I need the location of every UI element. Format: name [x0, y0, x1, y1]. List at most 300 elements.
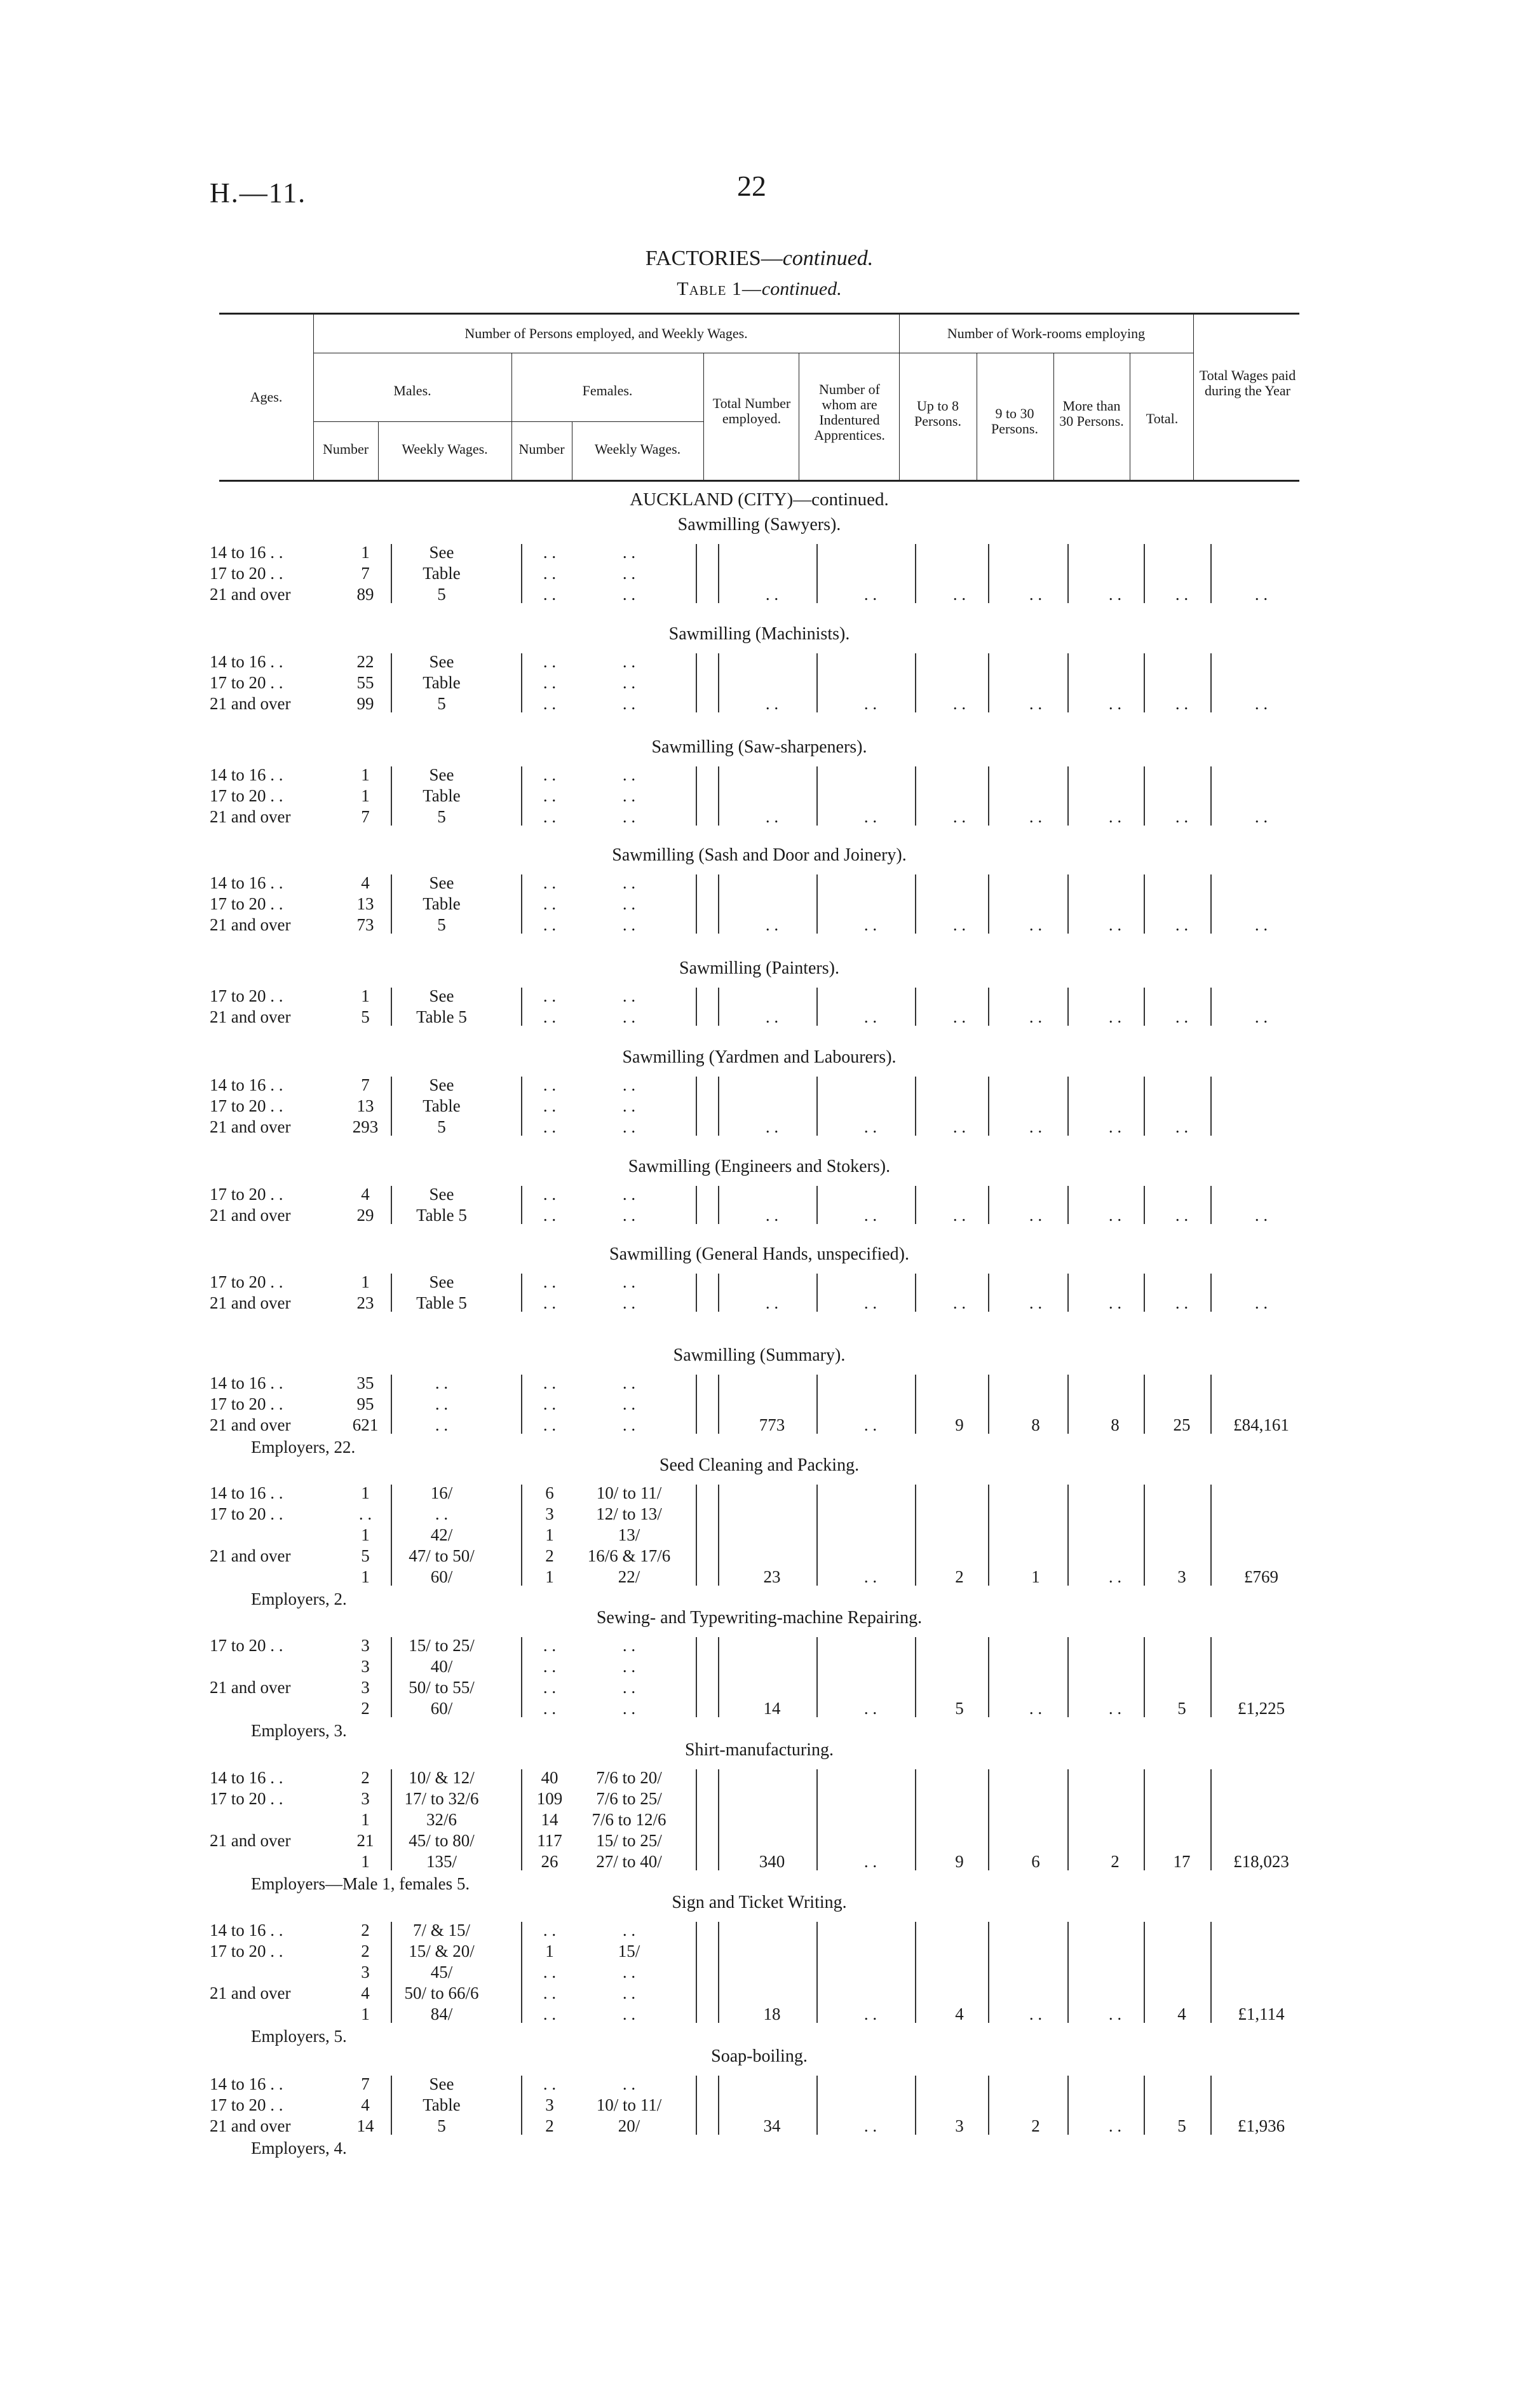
cell-m30: . . — [1108, 1699, 1122, 1718]
cell-n30: 8 — [1031, 1415, 1040, 1434]
cell-mw: 40/ — [430, 1657, 453, 1676]
cell-mw: 84/ — [430, 2004, 453, 2024]
cell-wt: . . — [1175, 1117, 1189, 1136]
column-rule — [391, 1769, 392, 1870]
column-rule — [718, 544, 719, 603]
column-rule — [988, 1186, 989, 1224]
cell-mn: 1 — [361, 1852, 370, 1871]
column-rule — [1144, 1769, 1145, 1870]
cell-m30: 8 — [1111, 1415, 1120, 1434]
cell-fn: . . — [543, 1699, 557, 1718]
cell-fw: 15/ to 25/ — [596, 1831, 662, 1850]
column-rule — [988, 1375, 989, 1434]
cell-wages: . . — [1254, 694, 1268, 713]
column-rule — [816, 1274, 818, 1312]
cell-fw: . . — [622, 807, 636, 826]
cell-mw: Table — [423, 2095, 461, 2114]
cell-mn: 3 — [361, 1678, 370, 1697]
column-rule — [391, 544, 392, 603]
cell-mw: Table 5 — [416, 1206, 467, 1225]
cell-fn: 26 — [541, 1852, 558, 1871]
cell-mn: 4 — [361, 1983, 370, 2003]
column-rule — [718, 1274, 719, 1312]
cell-age: 21 and over — [210, 1831, 291, 1850]
column-rule — [391, 653, 392, 712]
cell-fw: . . — [622, 1272, 636, 1291]
report-reference: H.—11. — [210, 177, 307, 208]
cell-mw: . . — [435, 1504, 449, 1523]
cell-age: 21 and over — [210, 1546, 291, 1565]
cell-n30: . . — [1029, 1206, 1043, 1225]
column-rule — [521, 1186, 522, 1224]
column-rule — [521, 1375, 522, 1434]
column-rule — [696, 2076, 697, 2135]
cell-fn: . . — [543, 1007, 557, 1026]
cell-fn: . . — [543, 1415, 557, 1434]
cell-fn: . . — [543, 652, 557, 671]
header-male-number: Number — [322, 441, 369, 457]
column-rule — [915, 1274, 916, 1312]
column-rule — [391, 874, 392, 934]
cell-fw: . . — [622, 2004, 636, 2024]
column-rule — [718, 1375, 719, 1434]
cell-m30: . . — [1108, 915, 1122, 934]
cell-fn: . . — [543, 673, 557, 692]
cell-age: 17 to 20 . . — [210, 1942, 283, 1961]
section-title: Sawmilling (General Hands, unspecified). — [609, 1244, 909, 1264]
header-male-wages: Weekly Wages. — [402, 441, 488, 457]
section-title: Sawmilling (Painters). — [679, 958, 839, 978]
column-rule — [1144, 544, 1145, 603]
column-rule — [915, 1769, 916, 1870]
column-rule — [718, 653, 719, 712]
cell-mn: 1 — [361, 1483, 370, 1502]
cell-fn: . . — [543, 915, 557, 934]
cell-mw: See — [429, 873, 454, 892]
cell-fn: . . — [543, 2004, 557, 2024]
column-rule — [816, 988, 818, 1026]
cell-tot: . . — [765, 1206, 779, 1225]
cell-mw: See — [429, 1185, 454, 1204]
cell-age: 14 to 16 . . — [210, 873, 283, 892]
cell-fn: . . — [543, 1206, 557, 1225]
column-rule — [816, 1375, 818, 1434]
column-rule — [816, 1077, 818, 1136]
column-rule — [696, 1769, 697, 1870]
cell-mn: 5 — [361, 1546, 370, 1565]
cell-app: . . — [863, 1206, 877, 1225]
column-rule — [1144, 988, 1145, 1026]
column-rule — [1144, 1077, 1145, 1136]
cell-m30: . . — [1108, 2116, 1122, 2135]
cell-age: 14 to 16 . . — [210, 543, 283, 562]
cell-n30: . . — [1029, 807, 1043, 826]
cell-app: . . — [863, 1293, 877, 1312]
cell-fn: . . — [543, 986, 557, 1005]
cell-mw: See — [429, 652, 454, 671]
cell-mw: 5 — [437, 585, 446, 604]
cell-fn: . . — [543, 1272, 557, 1291]
column-rule — [816, 1637, 818, 1717]
column-rule — [1210, 874, 1212, 934]
column-rule — [696, 1375, 697, 1434]
cell-n30: . . — [1029, 1117, 1043, 1136]
cell-mw: 135/ — [426, 1852, 457, 1871]
cell-fn: . . — [543, 2074, 557, 2093]
cell-age: 17 to 20 . . — [210, 1394, 283, 1413]
column-rule — [718, 1077, 719, 1136]
cell-mw: See — [429, 1272, 454, 1291]
cell-u8: . . — [952, 694, 966, 713]
column-rule — [696, 544, 697, 603]
cell-fw: . . — [622, 786, 636, 805]
cell-tot: 23 — [763, 1567, 781, 1586]
column-rule — [391, 1922, 392, 2023]
cell-fn: . . — [543, 786, 557, 805]
column-rule — [1067, 874, 1069, 934]
cell-mw: 7/ & 15/ — [412, 1921, 470, 1940]
column-rule — [1144, 1186, 1145, 1224]
cell-tot: . . — [765, 1007, 779, 1026]
cell-app: . . — [863, 1415, 877, 1434]
cell-age: 17 to 20 . . — [210, 1504, 283, 1523]
cell-u8: . . — [952, 1007, 966, 1026]
column-rule — [1144, 1922, 1145, 2023]
cell-fw: 7/6 to 25/ — [596, 1789, 662, 1808]
column-rule — [696, 1077, 697, 1136]
cell-fn: . . — [543, 1394, 557, 1413]
column-rule — [1210, 1769, 1212, 1870]
header-up-to-8: Up to 8 Persons. — [914, 398, 961, 429]
column-rule — [988, 653, 989, 712]
column-rule — [718, 1769, 719, 1870]
column-rule — [391, 766, 392, 826]
column-rule — [1067, 766, 1069, 826]
cell-mw: 17/ to 32/6 — [404, 1789, 479, 1808]
cell-age: 17 to 20 . . — [210, 986, 283, 1005]
cell-u8: 2 — [955, 1567, 964, 1586]
cell-app: . . — [863, 1007, 877, 1026]
column-rule — [816, 766, 818, 826]
cell-mn: 621 — [352, 1415, 379, 1434]
column-rule — [816, 1922, 818, 2023]
cell-fw: . . — [622, 585, 636, 604]
cell-mn: 7 — [361, 1075, 370, 1094]
cell-fw: . . — [622, 1962, 636, 1982]
cell-fw: . . — [622, 1096, 636, 1115]
cell-age: 21 and over — [210, 1983, 291, 2003]
cell-tot: . . — [765, 807, 779, 826]
column-rule — [521, 1485, 522, 1586]
column-rule — [988, 988, 989, 1026]
column-rule — [718, 1922, 719, 2023]
cell-tot: . . — [765, 585, 779, 604]
cell-n30: 2 — [1031, 2116, 1040, 2135]
cell-fn: 1 — [545, 1942, 554, 1961]
cell-tot: 773 — [759, 1415, 785, 1434]
cell-fn: . . — [543, 1185, 557, 1204]
cell-mw: 60/ — [430, 1567, 453, 1586]
cell-wages: . . — [1254, 1206, 1268, 1225]
cell-mn: 13 — [356, 1096, 374, 1115]
column-rule — [915, 1637, 916, 1717]
column-rule — [696, 1485, 697, 1586]
cell-fw: 7/6 to 20/ — [596, 1768, 662, 1787]
cell-mn: 1 — [361, 1525, 370, 1544]
column-rule — [915, 766, 916, 826]
column-rule — [521, 1637, 522, 1717]
cell-mn: 7 — [361, 2074, 370, 2093]
column-rule — [696, 1274, 697, 1312]
section-title: Shirt-manufacturing. — [684, 1740, 834, 1760]
column-rule — [816, 653, 818, 712]
header-9-to-30: 9 to 30 Persons. — [991, 405, 1038, 437]
cell-wt: . . — [1175, 1007, 1189, 1026]
column-rule — [696, 1637, 697, 1717]
cell-mn: 13 — [356, 894, 374, 913]
column-rule — [1067, 544, 1069, 603]
cell-mw: . . — [435, 1373, 449, 1392]
cell-u8: 4 — [955, 2004, 964, 2024]
cell-n30: . . — [1029, 1293, 1043, 1312]
cell-fn: 6 — [545, 1483, 554, 1502]
column-rule — [988, 1077, 989, 1136]
column-rule — [1067, 1375, 1069, 1434]
section-title: Sawmilling (Summary). — [673, 1345, 846, 1365]
column-rule — [988, 544, 989, 603]
cell-fn: . . — [543, 564, 557, 583]
column-rule — [1067, 1274, 1069, 1312]
cell-fn: 3 — [545, 2095, 554, 2114]
column-rule — [1067, 1186, 1069, 1224]
column-rule — [521, 1922, 522, 2023]
column-rule — [1067, 1077, 1069, 1136]
cell-wages: £1,225 — [1237, 1699, 1285, 1718]
cell-fn: 2 — [545, 1546, 554, 1565]
cell-tot: 34 — [763, 2116, 781, 2135]
table-header — [219, 313, 1299, 482]
section-title: Sign and Ticket Writing. — [672, 1893, 847, 1912]
header-more-than-30: More than 30 Persons. — [1059, 398, 1124, 429]
employers-note: Employers, 4. — [251, 2139, 347, 2158]
cell-mw: 45/ — [430, 1962, 453, 1982]
cell-m30: . . — [1108, 1206, 1122, 1225]
column-rule — [1210, 544, 1212, 603]
column-rule — [988, 1922, 989, 2023]
cell-mn: 1 — [361, 543, 370, 562]
column-rule — [521, 1769, 522, 1870]
cell-age: 17 to 20 . . — [210, 673, 283, 692]
cell-fn: . . — [543, 1636, 557, 1655]
cell-wages: £1,114 — [1238, 2004, 1285, 2024]
cell-wt: . . — [1175, 1206, 1189, 1225]
cell-tot: . . — [765, 1293, 779, 1312]
page-number: 22 — [737, 170, 766, 202]
cell-mw: 15/ to 25/ — [409, 1636, 475, 1655]
cell-mn: 1 — [361, 786, 370, 805]
cell-u8: . . — [952, 915, 966, 934]
cell-app: . . — [863, 2004, 877, 2024]
cell-age: 21 and over — [210, 1415, 291, 1434]
cell-wt: 3 — [1177, 1567, 1186, 1586]
cell-mn: 1 — [361, 2004, 370, 2024]
cell-u8: . . — [952, 585, 966, 604]
cell-fn: . . — [543, 1678, 557, 1697]
cell-app: . . — [863, 1699, 877, 1718]
cell-fn: 40 — [541, 1768, 558, 1787]
cell-mn: 73 — [356, 915, 374, 934]
section-title: Sewing- and Typewriting-machine Repairing. — [596, 1608, 923, 1628]
cell-mn: 2 — [361, 1768, 370, 1787]
cell-u8: 9 — [955, 1415, 964, 1434]
cell-fn: 117 — [537, 1831, 562, 1850]
column-rule — [1210, 1186, 1212, 1224]
cell-fn: . . — [543, 1117, 557, 1136]
column-rule — [915, 1485, 916, 1586]
cell-wt: 5 — [1177, 1699, 1186, 1718]
column-rule — [718, 1186, 719, 1224]
page-title: FACTORIES—continued. — [645, 247, 874, 270]
cell-fw: . . — [622, 694, 636, 713]
page-header — [210, 170, 1309, 228]
cell-fw: . . — [622, 1678, 636, 1697]
cell-tot: . . — [765, 915, 779, 934]
cell-n30: . . — [1029, 694, 1043, 713]
header-female-number: Number — [518, 441, 565, 457]
cell-age: 17 to 20 . . — [210, 1185, 283, 1204]
section-title: Sawmilling (Sash and Door and Joinery). — [612, 845, 907, 865]
column-rule — [696, 874, 697, 934]
cell-fw: 22/ — [618, 1567, 640, 1586]
column-rule — [988, 2076, 989, 2135]
cell-mn: 21 — [356, 1831, 374, 1850]
column-rule — [391, 1375, 392, 1434]
column-rule — [1210, 1077, 1212, 1136]
table-subtitle: Table 1—continued. — [677, 278, 842, 299]
column-rule — [915, 1922, 916, 2023]
cell-fw: . . — [622, 1657, 636, 1676]
cell-mw: 16/ — [430, 1483, 453, 1502]
section-title: Sawmilling (Engineers and Stokers). — [628, 1157, 891, 1176]
cell-age: 21 and over — [210, 1678, 291, 1697]
cell-app: . . — [863, 1852, 877, 1871]
cell-age: 21 and over — [210, 915, 291, 934]
cell-fw: 20/ — [618, 2116, 640, 2135]
column-rule — [915, 544, 916, 603]
cell-fw: 7/6 to 12/6 — [592, 1810, 667, 1829]
column-rule — [1144, 1375, 1145, 1434]
column-rule — [391, 988, 392, 1026]
header-apprentices: Number of whom are Indentured Apprentices. — [814, 381, 885, 443]
column-rule — [718, 766, 719, 826]
cell-fn: . . — [543, 807, 557, 826]
cell-fw: . . — [622, 1293, 636, 1312]
cell-tot: . . — [765, 1117, 779, 1136]
cell-fw: . . — [622, 873, 636, 892]
header-total-employed: Total Number employed. — [712, 395, 791, 426]
cell-mn: 4 — [361, 2095, 370, 2114]
cell-wt: 4 — [1177, 2004, 1186, 2024]
cell-fw: . . — [622, 1415, 636, 1434]
cell-n30: . . — [1029, 1007, 1043, 1026]
cell-mn: 23 — [356, 1293, 374, 1312]
cell-age: 17 to 20 . . — [210, 1789, 283, 1808]
cell-fn: . . — [543, 1921, 557, 1940]
cell-mn: 29 — [356, 1206, 374, 1225]
cell-mw: . . — [435, 1394, 449, 1413]
region-heading: AUCKLAND (CITY)—continued. — [630, 489, 889, 510]
cell-app: . . — [863, 807, 877, 826]
column-rule — [915, 2076, 916, 2135]
cell-mw: 32/6 — [426, 1810, 457, 1829]
cell-age: 17 to 20 . . — [210, 894, 283, 913]
cell-fw: . . — [622, 1983, 636, 2003]
column-rule — [816, 2076, 818, 2135]
cell-age: 21 and over — [210, 585, 291, 604]
cell-age: 21 and over — [210, 2116, 291, 2135]
cell-fw: . . — [622, 1699, 636, 1718]
cell-mn: 2 — [361, 1921, 370, 1940]
cell-mn: 1 — [361, 765, 370, 784]
cell-age: 14 to 16 . . — [210, 1768, 283, 1787]
column-rule — [521, 874, 522, 934]
cell-fn: . . — [543, 1293, 557, 1312]
cell-fw: . . — [622, 1007, 636, 1026]
header-ages: Ages. — [250, 389, 283, 405]
cell-fw: . . — [622, 652, 636, 671]
cell-mn: 22 — [356, 652, 374, 671]
column-rule — [988, 1769, 989, 1870]
cell-mw: 10/ & 12/ — [409, 1768, 475, 1787]
cell-age: 14 to 16 . . — [210, 1921, 283, 1940]
column-rule — [988, 1485, 989, 1586]
column-rule — [696, 653, 697, 712]
cell-mw: 50/ to 66/6 — [404, 1983, 479, 2003]
column-rule — [521, 1274, 522, 1312]
cell-age: 17 to 20 . . — [210, 564, 283, 583]
cell-tot: 14 — [763, 1699, 781, 1718]
cell-mn: 35 — [356, 1373, 374, 1392]
cell-fn: . . — [543, 1373, 557, 1392]
cell-age: 17 to 20 . . — [210, 786, 283, 805]
cell-wt: 25 — [1173, 1415, 1191, 1434]
cell-fw: . . — [622, 1921, 636, 1940]
cell-fn: . . — [543, 585, 557, 604]
cell-fn: . . — [543, 894, 557, 913]
column-rule — [988, 1637, 989, 1717]
cell-mw: Table — [423, 894, 461, 913]
cell-wt: . . — [1175, 1293, 1189, 1312]
column-rule — [915, 1077, 916, 1136]
cell-fw: . . — [622, 2074, 636, 2093]
column-rule — [521, 766, 522, 826]
cell-fn: . . — [543, 1983, 557, 2003]
cell-wt: . . — [1175, 807, 1189, 826]
column-rule — [915, 1186, 916, 1224]
cell-app: . . — [863, 585, 877, 604]
cell-fn: 14 — [541, 1810, 558, 1829]
cell-u8: 9 — [955, 1852, 964, 1871]
cell-fw: . . — [622, 673, 636, 692]
column-rule — [915, 874, 916, 934]
column-rule — [1210, 988, 1212, 1026]
cell-mn: 293 — [352, 1117, 379, 1136]
cell-mn: 95 — [356, 1394, 374, 1413]
cell-fw: . . — [622, 1185, 636, 1204]
cell-mw: 5 — [437, 1117, 446, 1136]
column-rule — [696, 1186, 697, 1224]
cell-age: 14 to 16 . . — [210, 765, 283, 784]
